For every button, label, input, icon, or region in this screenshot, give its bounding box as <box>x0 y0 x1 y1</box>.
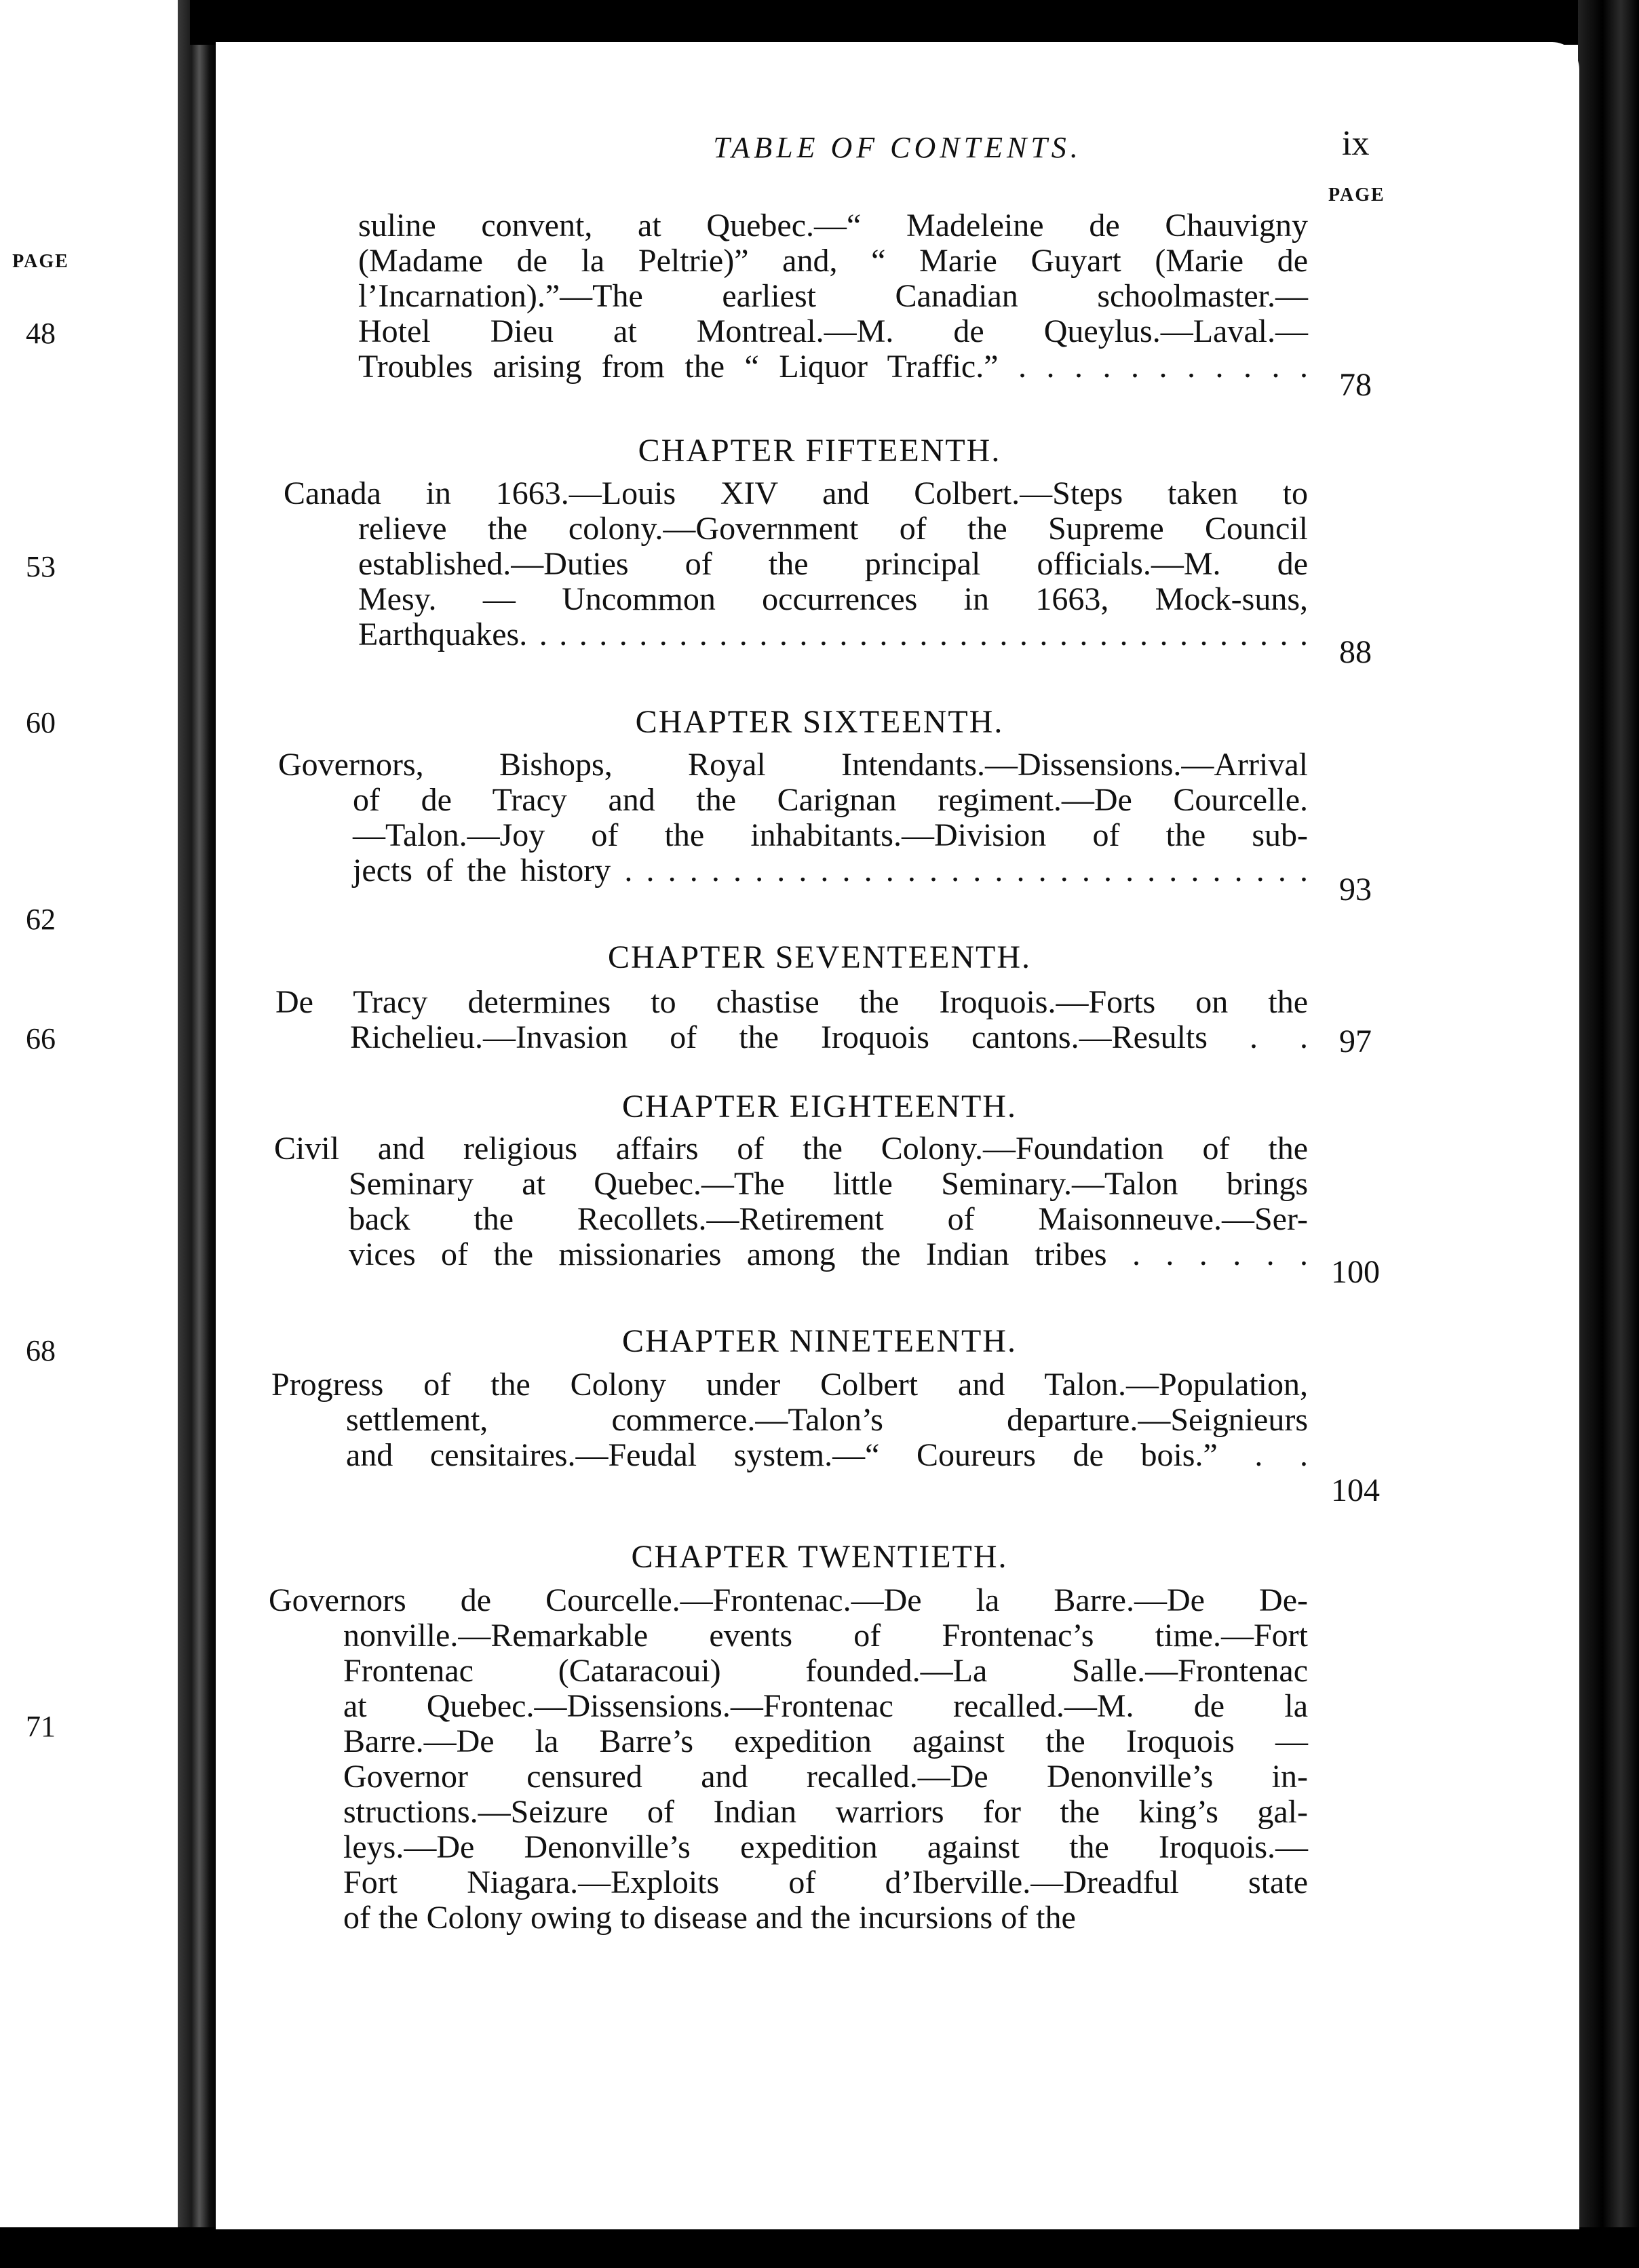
left-page-strip <box>0 0 190 2268</box>
entry-line: Earthquakes. . . . . . . . . . . . . . . . . . . . . . . . . . . . . . . . . . . . . . . . <box>358 617 1308 652</box>
entry-line: back the Recollets.—Retirement of Maisonneuve.—Ser- <box>349 1201 1308 1237</box>
book-gutter <box>178 0 217 2268</box>
scan-bottom-edge <box>0 2227 1639 2268</box>
entry-line: vices of the missionaries among the Indian tribes . . . . . . <box>349 1236 1308 1272</box>
entry-line: Progress of the Colony under Colbert and Talon.—Population, <box>271 1367 1308 1403</box>
book-page <box>216 42 1579 2229</box>
toc-entry <box>271 1367 1308 1473</box>
entry-line: Richelieu.—Invasion of the Iroquois cantons.—Results . . <box>350 1019 1308 1055</box>
entry-page-number: 104 <box>1331 1472 1380 1508</box>
entry-line: Seminary at Quebec.—The little Seminary.—Talon brings <box>349 1166 1308 1202</box>
left-page-number: 66 <box>26 1022 56 1055</box>
left-page-number: 68 <box>26 1334 56 1367</box>
scan-right-edge <box>1578 0 1639 2268</box>
entry-line: De Tracy determines to chastise the Iroquois.—Forts on the <box>275 984 1308 1020</box>
entry-line: l’Incarnation).”—The earliest Canadian schoolmaster.— <box>358 278 1308 314</box>
entry-line: Barre.—De la Barre’s expedition against the Iroquois — <box>343 1723 1308 1759</box>
entry-page-number: 88 <box>1339 634 1372 670</box>
entry-line: and censitaires.—Feudal system.—“ Coureurs de bois.” . . <box>346 1437 1308 1473</box>
entry-page-number: 93 <box>1339 872 1372 907</box>
entry-line: of the Colony owing to disease and the incursions of the <box>343 1900 1076 1936</box>
left-page-column-label: PAGE <box>12 251 69 272</box>
toc-entry <box>274 1131 1308 1272</box>
scan-top-edge <box>190 0 1639 45</box>
entry-line: jects of the history . . . . . . . . . . . . . . . . . . . . . . . . . . . . . . . . <box>353 853 1308 888</box>
chapter-heading: CHAPTER EIGHTEENTH. <box>622 1089 1017 1125</box>
entry-line: Mesy. — Uncommon occurrences in 1663, Mock-suns, <box>358 581 1308 617</box>
left-page-number: 53 <box>26 550 56 583</box>
entry-line: Governors, Bishops, Royal Intendants.—Dissensions.—Arrival <box>278 747 1308 783</box>
entry-line: at Quebec.—Dissensions.—Frontenac recalled.—M. de la <box>343 1688 1308 1724</box>
entry-line: nonville.—Remarkable events of Frontenac’s time.—Fort <box>343 1618 1308 1654</box>
entry-line: Canada in 1663.—Louis XIV and Colbert.—Steps taken to <box>284 475 1308 511</box>
entry-line: suline convent, at Quebec.—“ Madeleine de Chauvigny <box>358 208 1308 243</box>
page-column-label: PAGE <box>1328 184 1385 206</box>
left-page-number: 62 <box>26 903 56 936</box>
left-page-number: 60 <box>26 706 56 739</box>
running-head: TABLE OF CONTENTS. <box>713 131 1082 164</box>
toc-entry <box>275 985 1308 1055</box>
entry-line: Troubles arising from the “ Liquor Traffic.” . . . . . . . . . . . <box>358 349 1308 385</box>
entry-line: (Madame de la Peltrie)” and, “ Marie Guyart (Marie de <box>358 243 1308 279</box>
left-page-number: 48 <box>26 317 56 350</box>
entry-line: Fort Niagara.—Exploits of d’Iberville.—Dreadful state <box>343 1864 1308 1900</box>
entry-line: of de Tracy and the Carignan regiment.—De Courcelle. <box>353 782 1308 818</box>
toc-entry <box>358 208 1308 385</box>
entry-line: leys.—De Denonville’s expedition against the Iroquois.— <box>343 1829 1308 1865</box>
toc-entry <box>284 476 1308 652</box>
entry-line: relieve the colony.—Government of the Supreme Council <box>358 511 1308 547</box>
entry-line: Frontenac (Cataracoui) founded.—La Salle.—Frontenac <box>343 1653 1308 1689</box>
entry-page-number: 97 <box>1339 1023 1372 1059</box>
entry-line: Hotel Dieu at Montreal.—M. de Queylus.—Laval.— <box>358 313 1308 349</box>
toc-entry <box>269 1583 1308 1936</box>
chapter-heading: CHAPTER FIFTEENTH. <box>638 433 1001 469</box>
entry-line: —Talon.—Joy of the inhabitants.—Division of the sub- <box>353 817 1308 853</box>
chapter-heading: CHAPTER SEVENTEENTH. <box>608 939 1031 975</box>
entry-page-number: 78 <box>1339 367 1372 403</box>
chapter-heading: CHAPTER NINETEENTH. <box>622 1323 1017 1359</box>
entry-line: Governors de Courcelle.—Frontenac.—De la Barre.—De De- <box>269 1582 1308 1618</box>
chapter-heading: CHAPTER TWENTIETH. <box>631 1539 1008 1575</box>
page-folio: ix <box>1342 124 1370 163</box>
left-page-number: 71 <box>26 1710 56 1743</box>
entry-line: Governor censured and recalled.—De Denonville’s in- <box>343 1759 1308 1795</box>
entry-line: established.—Duties of the principal officials.—M. de <box>358 546 1308 582</box>
entry-line: structions.—Seizure of Indian warriors for the king’s gal- <box>343 1794 1308 1830</box>
entry-page-number: 100 <box>1331 1254 1380 1290</box>
chapter-heading: CHAPTER SIXTEENTH. <box>635 704 1004 740</box>
toc-entry <box>278 747 1308 888</box>
entry-line: settlement, commerce.—Talon’s departure.—Seignieurs <box>346 1402 1308 1438</box>
entry-line: Civil and religious affairs of the Colony.—Foundation of the <box>274 1131 1308 1167</box>
